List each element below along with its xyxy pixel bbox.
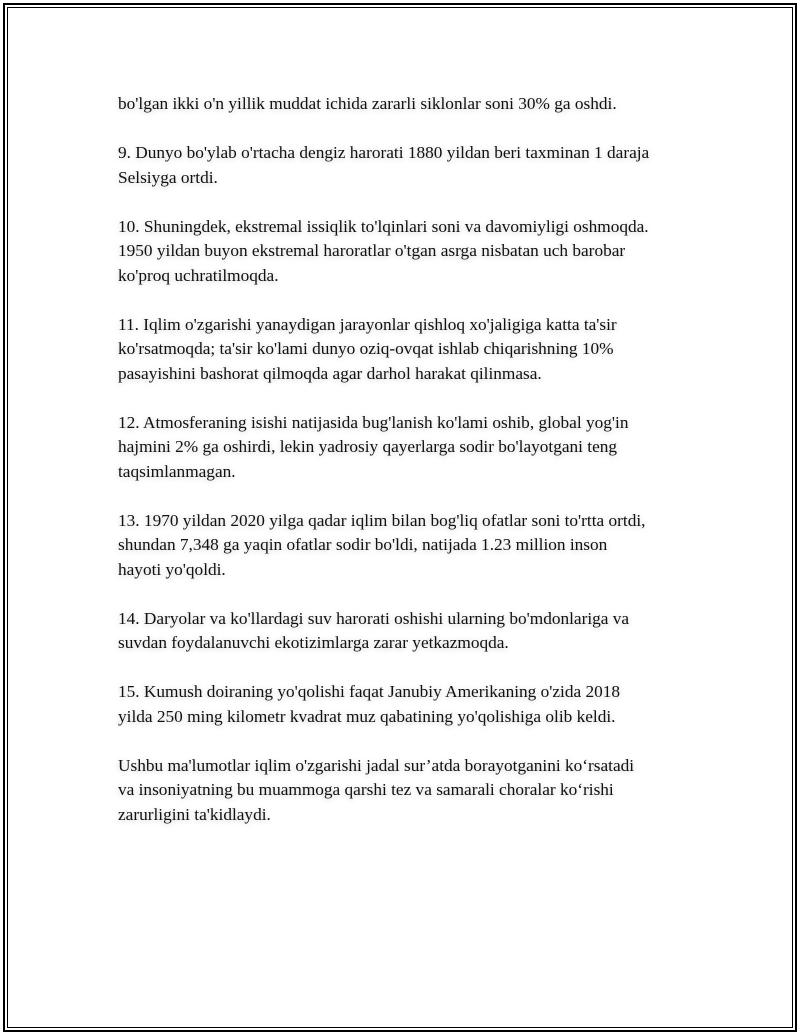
paragraph-cyclones: bo'lgan ikki o'n yillik muddat ichida zararli siklonlar soni 30% ga oshdi. (118, 94, 617, 113)
paragraph-item-15: 15. Kumush doiraning yo'qolishi faqat Janubiy Amerikaning o'zida 2018 yilda 250 ming kilometr kvadrat muz qabatining yo'qolishiga olib keldi. (118, 682, 621, 726)
paragraph-item-9: 9. Dunyo bo'ylab o'rtacha dengiz harorati 1880 yildan beri taxminan 1 daraja Selsiyga ortdi. (118, 143, 650, 187)
document-body (118, 92, 698, 852)
paragraph-item-10: 10. Shuningdek, ekstremal issiqlik to'lqinlari soni va davomiyligi oshmoqda. 1950 yildan buyon ekstremal haroratlar o'tgan asrga nisbatan uch barobar ko'proq uchratilmoqda. (118, 216, 649, 285)
paragraph-item-11: 11. Iqlim o'zgarishi yanaydigan jarayonlar qishloq xo'jaligiga katta ta'sir ko'rsatmoqda; ta'sir ko'lami dunyo oziq-ovqat ishlab chiqarishning 10% pasayishini bashorat qilmoqda agar darhol harakat qilinmasa. (118, 314, 617, 383)
paragraph-item-14: 14. Daryolar va ko'llardagi suv harorati oshishi ularning bo'mdonlariga va suvdan foydalanuvchi ekotizimlarga zarar yetkazmoqda. (118, 608, 630, 652)
paragraph-conclusion: Ushbu ma'lumotlar iqlim o'zgarishi jadal sur’atda borayotganini ko‘rsatadi va insoniyatning bu muammoga qarshi tez va samarali choralar ko‘rishi zarurligini ta'kidlaydi. (118, 755, 635, 824)
paragraph-item-12: 12. Atmosferaning isishi natijasida bug'lanish ko'lami oshib, global yog'in hajmini 2% ga oshirdi, lekin yadrosiy qayerlarga sodir bo'layotgani teng taqsimlanmagan. (118, 412, 629, 481)
paragraph-item-13: 13. 1970 yildan 2020 yilga qadar iqlim bilan bog'liq ofatlar soni to'rtta ortdi, shundan 7,348 ga yaqin ofatlar sodir bo'ldi, natijada 1.23 million inson hayoti yo'qoldi. (118, 510, 646, 579)
